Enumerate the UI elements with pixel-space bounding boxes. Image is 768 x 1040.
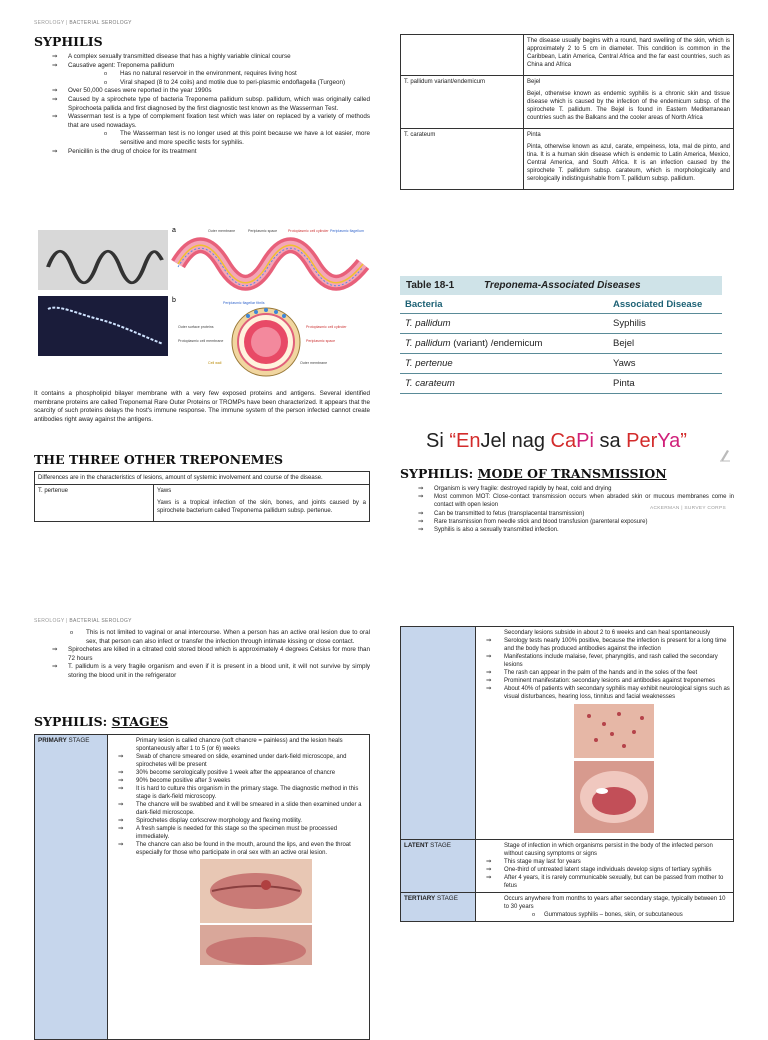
bacteria-name: T. carateum bbox=[405, 378, 455, 389]
oral-lesion-photo bbox=[574, 761, 654, 833]
table-row bbox=[401, 35, 734, 76]
mn-jel: Jel bbox=[480, 430, 507, 452]
latent-bullet: ⇒ This stage may last for years bbox=[478, 858, 731, 866]
cell-bacteria bbox=[400, 358, 613, 369]
stage-label-bold: LATENT bbox=[404, 842, 429, 849]
mn-pi: Pi bbox=[576, 430, 594, 452]
bullet-definition: ⇒ A complex sexually transmitted disease that has a highly variable clinical course bbox=[34, 53, 370, 62]
stages-title-b: STAGES bbox=[111, 714, 169, 729]
primary-stage-table bbox=[34, 734, 370, 1040]
stage-label-latent bbox=[401, 840, 476, 893]
stages-title-a: SYPHILIS: bbox=[34, 714, 112, 729]
bullet-cases: ⇒ Over 50,000 cases were reported in the year 1990s bbox=[34, 87, 370, 96]
bullet-wasserman-text: Wasserman test is a type of complement fixation test which was later on replaced by a variety of methods that are used nowadays. bbox=[68, 113, 370, 129]
disease-name: Yaws bbox=[157, 488, 172, 494]
syphilis-bullets bbox=[34, 53, 370, 156]
mot-continued bbox=[34, 629, 370, 681]
header-topic: BACTERIAL SEROLOGY bbox=[69, 20, 132, 26]
table-column-headers bbox=[400, 295, 722, 314]
secondary-bullet: ⇒ Serology tests nearly 100% positive, because the infection is present for a long time and the body has produced antibodies against the infection bbox=[478, 637, 731, 653]
label-cell-membrane: Protoplasmic cell membrane bbox=[178, 339, 224, 343]
cell-disease: Syphilis bbox=[613, 318, 646, 329]
primary-bullet: ⇒ 30% become serologically positive 1 week after the appearance of chancre bbox=[110, 769, 367, 777]
col-bacteria: Bacteria bbox=[405, 298, 443, 310]
tertiary-stage-content bbox=[476, 893, 734, 922]
primary-bullet: ⇒ It is hard to culture this organism in the primary stage. The diagnostic method in this stage is dark-field microscopy. bbox=[110, 785, 367, 801]
secondary-bullets bbox=[478, 629, 731, 701]
mot-bullet: ⇒ Syphilis is also a sexually transmitted infection. bbox=[400, 526, 734, 534]
bullet-agent-text: Causative agent: Treponema pallidum bbox=[68, 61, 175, 69]
wasserman-sublist bbox=[68, 130, 370, 147]
table-row bbox=[401, 76, 734, 129]
table-row bbox=[400, 334, 722, 354]
mn-en: En bbox=[456, 430, 481, 452]
mn-ya: Ya bbox=[657, 430, 681, 452]
primary-bullet: Primary lesion is called chancre (soft chancre = painless) and the lesion heals spontaneously after 1 to 5 (or 6) weeks bbox=[136, 738, 343, 752]
sub-oral: o This is not limited to vaginal or anal intercourse. When a person has an active oral lesion due to oral sex, that person can also infect or transfer the infection through intimate kissing or close contact. bbox=[34, 629, 370, 646]
mn-sa: sa bbox=[593, 430, 627, 452]
organism-name: T. pertenue bbox=[35, 485, 154, 522]
header-topic: BACTERIAL SEROLOGY bbox=[69, 618, 132, 624]
section-title-syphilis: SYPHILIS bbox=[34, 34, 103, 49]
primary-bullet: ⇒ Swab of chancre smeared on slide, examined under dark-field microscope, and spirochetes will be present bbox=[110, 753, 367, 769]
table-row bbox=[401, 840, 734, 893]
section-title-mot bbox=[400, 466, 734, 481]
row0-desc bbox=[524, 35, 734, 76]
table-row bbox=[401, 893, 734, 922]
section-title-three: THE THREE OTHER TREPONEMES bbox=[34, 452, 284, 467]
tertiary-bullets bbox=[478, 895, 731, 919]
mn-q1: “ bbox=[449, 430, 457, 452]
latent-stage-content bbox=[476, 840, 734, 893]
oral-sublist bbox=[34, 629, 370, 646]
treponema-diseases-table bbox=[400, 276, 722, 394]
sub-shape: o Viral shaped (8 to 24 coils) and motile due to peri-plasmic endoflagella (Turgeon) bbox=[68, 79, 370, 88]
label-periplasmic-space-b: Periplasmic space bbox=[306, 339, 336, 343]
label-periplasmic-space: Periplasmic space bbox=[248, 229, 278, 233]
mot-title-a: SYPHILIS: bbox=[400, 466, 478, 481]
pen-icon bbox=[718, 446, 732, 462]
table-row bbox=[35, 735, 370, 1040]
label-outer-surface-proteins: Outer surface proteins bbox=[178, 325, 214, 329]
label-outer-membrane: Outer membrane bbox=[208, 229, 236, 233]
row0-desc-text: The disease usually begins with a round, hard swelling of the skin, which is approximately 2 to 5 cm in diameter. This condition is common in the Caribbean, Latin America, Central Africa and the far east countries, such as China and Africa bbox=[527, 38, 730, 68]
disease-name: Bejel bbox=[527, 79, 541, 85]
table-intro: Differences are in the characteristics of lesions, amount of systemic involvement and course of the disease. bbox=[35, 472, 370, 485]
sub-gummatous: o Gummatous syphilis – bones, skin, or subcutaneous bbox=[504, 911, 731, 919]
primary-bullets bbox=[110, 737, 367, 857]
secondary-bullet: Secondary lesions subside in about 2 to 6 weeks and can heal spontaneously bbox=[504, 630, 711, 636]
cell-bacteria bbox=[400, 338, 613, 349]
table-row bbox=[400, 314, 722, 334]
cell-bacteria bbox=[400, 378, 613, 389]
sub-container bbox=[34, 629, 370, 646]
mn-nag: nag bbox=[506, 430, 551, 452]
table-title: Treponema-Associated Diseases bbox=[484, 280, 641, 291]
bullet-wasserman bbox=[34, 113, 370, 147]
disease-desc: Bejel, otherwise known as endemic syphilis is a chronic skin and tissue disease which is caused by the infection of the endemicum subsp. of the spirochete T. pallidum. The Bejel is found in Eastern Mediterranean countries such as the Balkans and the cooler areas of North Africa bbox=[527, 91, 730, 121]
stage-label-tertiary bbox=[401, 893, 476, 922]
primary-bullet: ⇒ Spirochetes display corkscrew morphology and flexing motility. bbox=[110, 817, 367, 825]
stage-label-bold: PRIMARY bbox=[38, 737, 67, 744]
chancre-lip-photo bbox=[200, 859, 312, 923]
stage-label-secondary bbox=[401, 627, 476, 840]
table-row bbox=[401, 627, 734, 840]
disease-desc: Pinta, otherwise known as azul, carate, empeiness, lota, mal de pinto, and tina. It is a human skin disease which is endemic to Latin America, Mexico, Central America, and South Africa. It is an infection caused by the spirochete T. pallidum subsp. carateum, which is morphologically and serologically indistinguishable from T. pallidum subsp. pallidum. bbox=[527, 144, 730, 182]
secondary-bullet: ⇒ About 40% of patients with secondary syphilis may exhibit neurological signs such as visual disturbances, hearing loss, tinnitus and facial weaknesses bbox=[478, 685, 731, 701]
stage-label-primary bbox=[35, 735, 108, 1040]
tertiary-sublist bbox=[504, 911, 731, 919]
mot-bullet: ⇒ Can be transmitted to fetus (transplacental transmission) bbox=[400, 510, 734, 518]
mot-continued-list bbox=[34, 629, 370, 681]
disease-desc: Yaws is a tropical infection of the skin, bones, and joints caused by a spirochete bacterium called Treponema pallidum subsp. pertenue. bbox=[157, 500, 366, 514]
header-course: SEROLOGY bbox=[34, 20, 65, 26]
cell-bacteria bbox=[400, 318, 613, 329]
tertiary-bullet-text: Occurs anywhere from months to years after secondary stage, typically between 10 to 30 years bbox=[504, 896, 726, 910]
latent-bullet: ⇒ One-third of untreated latent stage individuals develop signs of tertiary syphilis bbox=[478, 866, 731, 874]
secondary-bullet: ⇒ Manifestations include malaise, fever, pharyngitis, and rash called the secondary lesions bbox=[478, 653, 731, 669]
disease-name: Pinta bbox=[527, 132, 541, 138]
stages-section bbox=[34, 714, 370, 729]
primary-bullet: ⇒ The chancre will be swabbed and it will be smeared in a slide then examined under a dark-field microscope. bbox=[110, 801, 367, 817]
membrane-paragraph: It contains a phospholipid bilayer membrane with a very few exposed proteins and antigens. Several identified membrane proteins are called Treponemal Rare Outer Proteins or TROMPs have been characterized. It appears that the scarcity of such proteins delays the host's immune response. The immune system of the person infected cannot create antibodies right away against the antigens. bbox=[34, 390, 370, 423]
organism-disease-cell bbox=[524, 76, 734, 129]
bacteria-extra: (variant) /endemicum bbox=[450, 338, 543, 349]
stage-label-suffix: STAGE bbox=[428, 842, 452, 849]
mnemonic bbox=[426, 430, 687, 453]
primary-bullet: ⇒ A fresh sample is needed for this stage so the specimen must be processed immediately. bbox=[110, 825, 367, 841]
running-header bbox=[34, 20, 132, 26]
label-outer-membrane-b: Outer membrane bbox=[300, 361, 328, 365]
page-footer: ACKERMAN | SURVEY CORPS bbox=[650, 506, 726, 511]
primary-bullet: ⇒ 90% become positive after 3 weeks bbox=[110, 777, 367, 785]
cell-disease: Yaws bbox=[613, 358, 636, 369]
sub-wasserman: o The Wasserman test is no longer used at this point because we have a lot easier, more sensitive and more specific tests for syphilis. bbox=[68, 130, 370, 147]
cell-disease: Pinta bbox=[613, 378, 635, 389]
sub-reservoir: o Has no natural reservoir in the environment, requires living host bbox=[68, 70, 370, 79]
bullet-citrated: ⇒ Spirochetes are killed in a citrated cold stored blood which is approximately 4 degrees Celsius for more than 72 hours bbox=[34, 646, 370, 663]
mot-bullet: ⇒ Rare transmission from needle stick and blood transfusion (parenteral exposure) bbox=[400, 518, 734, 526]
agent-sublist bbox=[68, 70, 370, 87]
table-row bbox=[35, 472, 370, 485]
stages-table-right bbox=[400, 626, 734, 922]
running-header bbox=[34, 618, 132, 624]
stage-label-suffix: STAGE bbox=[66, 737, 90, 744]
page-2 bbox=[0, 512, 768, 1024]
mot-bullet: ⇒ Organism is very fragile: destroyed rapidly by heat, cold and drying bbox=[400, 485, 734, 493]
latent-bullet: Stage of infection in which organisms persist in the body of the infected person without causing symptoms or signs bbox=[504, 843, 713, 857]
stage-label-suffix: STAGE bbox=[435, 895, 458, 902]
treponemes-continued-table bbox=[400, 34, 734, 190]
header-sep: | bbox=[64, 20, 70, 26]
bullet-penicillin: ⇒ Penicillin is the drug of choice for its treatment bbox=[34, 148, 370, 157]
mn-si: Si bbox=[426, 430, 450, 452]
bacteria-name: T. pallidum bbox=[405, 318, 451, 329]
mn-q2: ” bbox=[680, 430, 687, 452]
label-cell-cylinder-b: Protoplasmic cell cylinder bbox=[306, 325, 347, 329]
chancre-lip-photo-2 bbox=[200, 925, 312, 965]
secondary-bullet: ⇒ Prominent manifestation: secondary lesions and antibodies against treponemes bbox=[478, 677, 731, 685]
tertiary-bullet bbox=[478, 895, 731, 919]
table-number: Table 18-1 bbox=[406, 280, 455, 291]
mn-per: Per bbox=[626, 430, 658, 452]
col-disease: Associated Disease bbox=[613, 298, 703, 310]
secondary-stage-content bbox=[476, 627, 734, 840]
bacteria-name: T. pallidum bbox=[405, 338, 451, 349]
secondary-bullet: ⇒ The rash can appear in the palm of the hands and in the soles of the feet bbox=[478, 669, 731, 677]
bullet-fragile: ⇒ T. pallidum is a very fragile organism and even if it is present in a blood unit, it will not survive by simply storing the blood unit in the refrigerator bbox=[34, 663, 370, 680]
mn-ca: Ca bbox=[550, 430, 577, 452]
table-row bbox=[401, 129, 734, 190]
label-a: a bbox=[172, 227, 176, 234]
bullet-spirochete: ⇒ Caused by a spirochete type of bacteria Treponema pallidum subsp. pallidum, which was originally called Spirochoeta pallida and first diagnosed by the first diagnostic test known as the Wasserman Test. bbox=[34, 96, 370, 113]
left-column bbox=[34, 34, 370, 156]
label-cell-wall: Cell wall bbox=[208, 361, 222, 365]
table-row bbox=[400, 374, 722, 394]
label-flagellar-fibrils: Periplasmic flagellar fibrils bbox=[223, 301, 265, 305]
rash-photo bbox=[574, 704, 654, 758]
treponema-figure bbox=[38, 224, 370, 384]
mot-title-b: MODE OF TRANSMISSION bbox=[477, 466, 667, 481]
table-header bbox=[400, 276, 722, 295]
stage-label-bold: TERTIARY bbox=[404, 895, 436, 902]
section-title-stages bbox=[34, 714, 370, 729]
micrograph-b bbox=[38, 296, 168, 356]
label-b: b bbox=[172, 297, 176, 304]
cell-disease: Bejel bbox=[613, 338, 635, 349]
header-course: SEROLOGY bbox=[34, 618, 65, 624]
organism-disease-cell bbox=[524, 129, 734, 190]
treponema-illustration bbox=[38, 224, 370, 384]
organism-name: T. carateum bbox=[401, 129, 524, 190]
primary-stage-content bbox=[108, 735, 370, 1040]
header-sep: | bbox=[64, 618, 70, 624]
organism-name: T. pallidum variant/endemicum bbox=[401, 76, 524, 129]
primary-bullet: ⇒ The chancre can also be found in the mouth, around the lips, and even the throat especially for those who participate in oral sex with an active oral lesion. bbox=[110, 841, 367, 857]
latent-bullets bbox=[478, 842, 731, 890]
latent-bullet: ⇒ After 4 years, it is rarely communicable sexually, but can be passed from mother to fetus bbox=[478, 874, 731, 890]
label-flagellum: Periplasmic flagellum bbox=[330, 229, 364, 233]
empty-cell bbox=[401, 35, 524, 76]
bullet-agent bbox=[34, 62, 370, 88]
label-cell-cylinder: Protoplasmic cell cylinder bbox=[288, 229, 329, 233]
mot-bullet: ⇒ Most common MOT: Close-contact transmission occurs when abraded skin or mucous membranes come in contact with open lesion bbox=[400, 493, 734, 509]
bacteria-name: T. pertenue bbox=[405, 358, 453, 369]
table-row bbox=[400, 354, 722, 374]
